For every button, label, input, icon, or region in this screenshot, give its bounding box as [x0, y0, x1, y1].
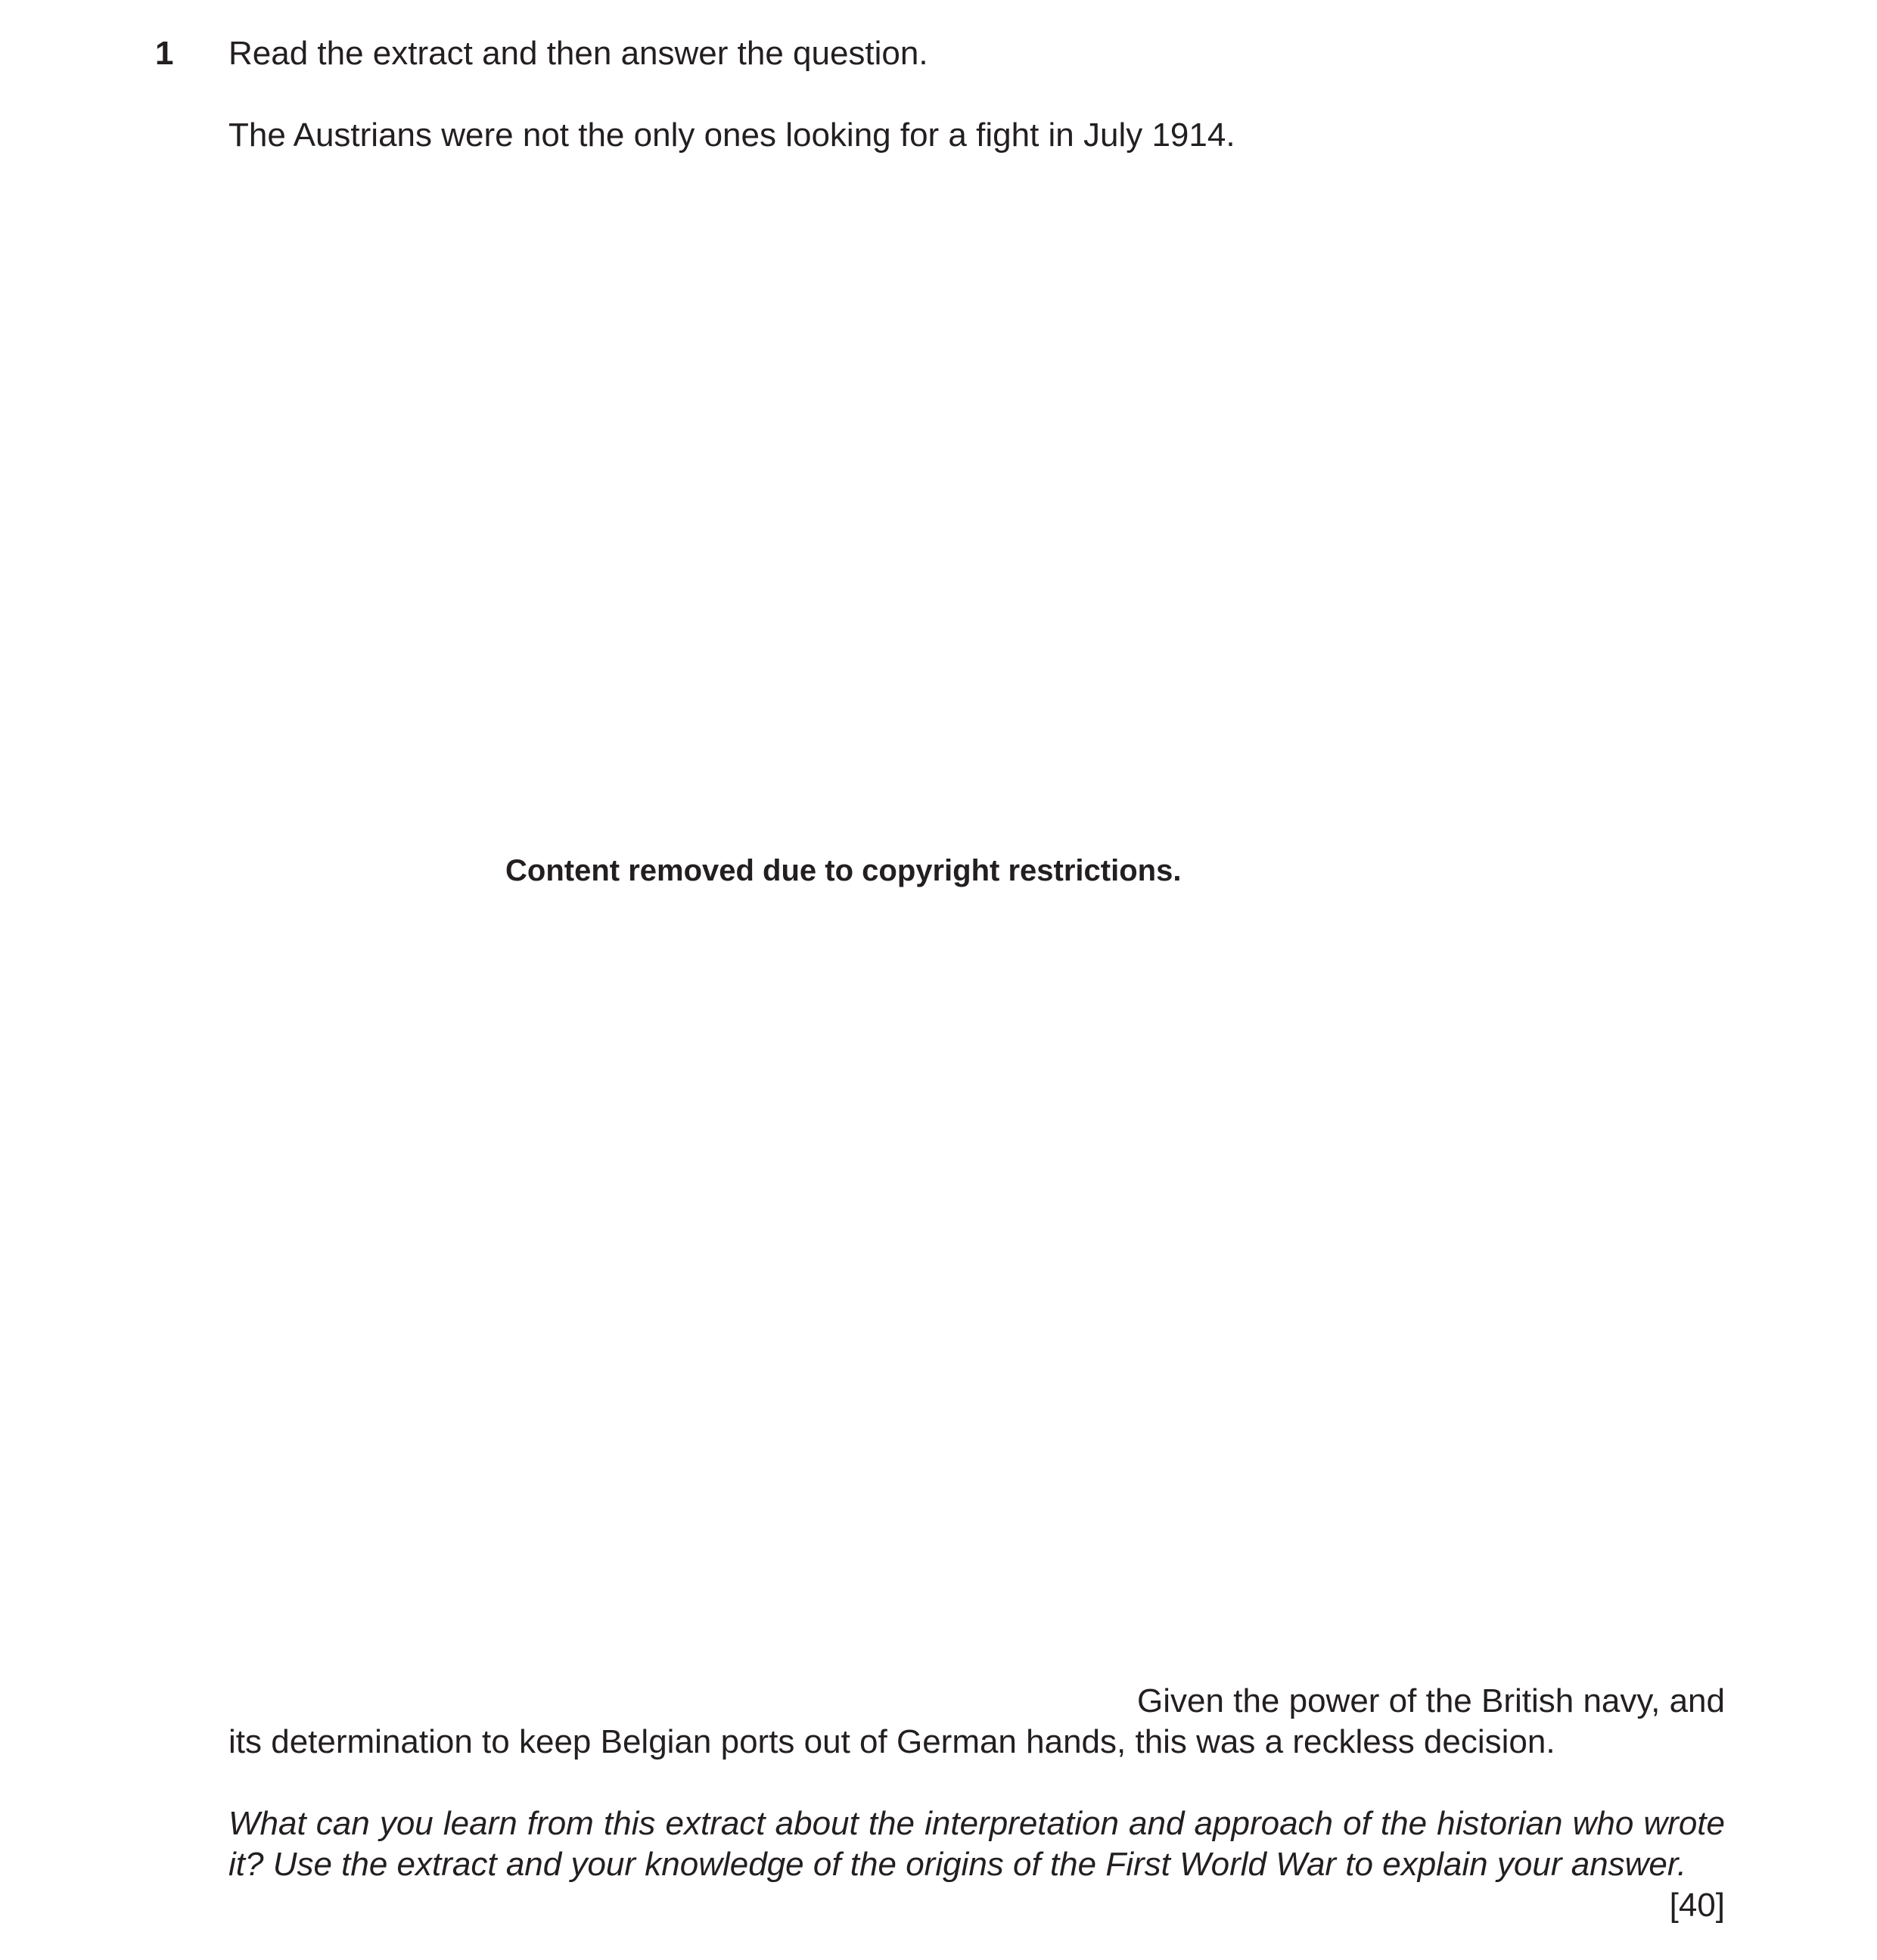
question-number: 1: [155, 35, 174, 72]
marks-label: [40]: [1669, 1887, 1725, 1924]
extract-lead-sentence: The Austrians were not the only ones looking for a fight in July 1914.: [228, 116, 1235, 154]
question-prompt: What can you learn from this extract about the interpretation and approach of the historian who wrote it? Use the extract and your knowledge of the origins of the First World War to explain your answer.: [228, 1805, 1725, 1883]
instruction-text: Read the extract and then answer the question.: [228, 35, 928, 72]
extract-fragment-line-2: its determination to keep Belgian ports out of German hands, this was a reckless decision.: [228, 1723, 1555, 1760]
extract-fragment-line-1: Given the power of the British navy, and: [1137, 1682, 1725, 1719]
copyright-notice: Content removed due to copyright restrictions.: [505, 854, 1182, 887]
